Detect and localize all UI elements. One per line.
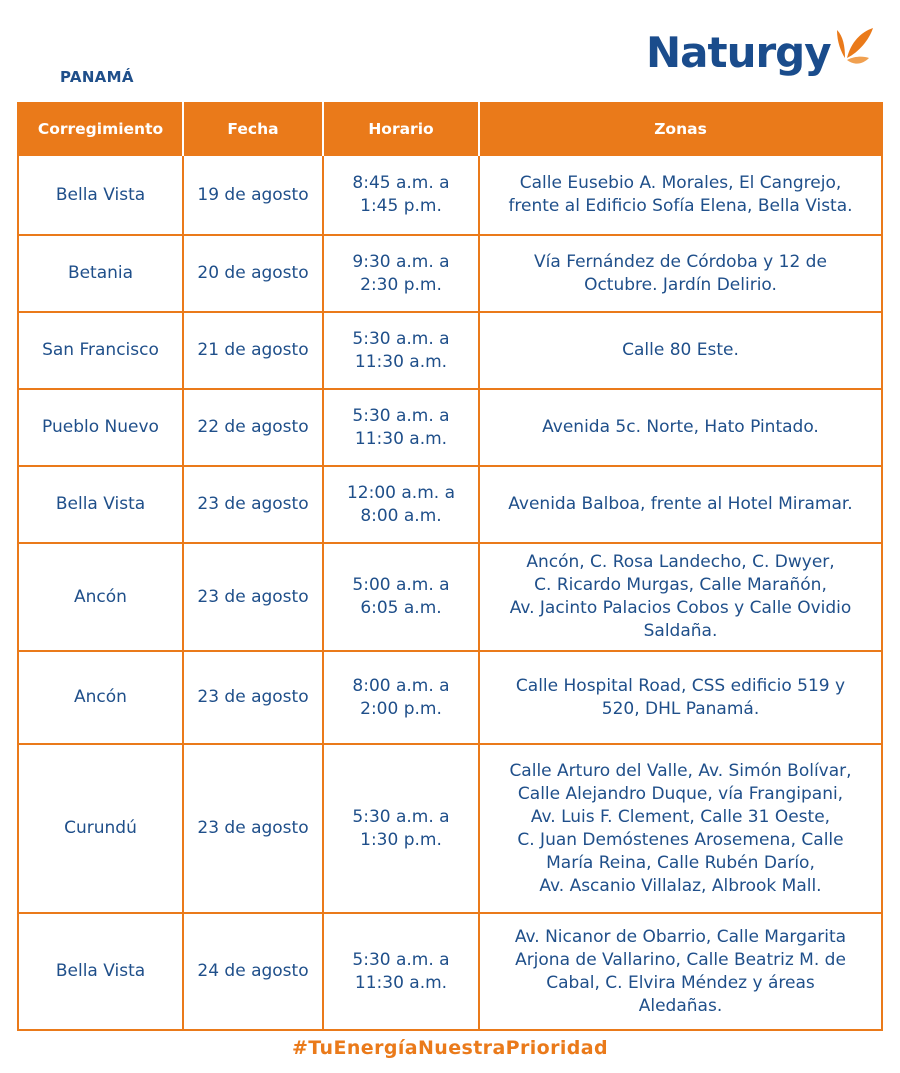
cell-horario — [323, 543, 479, 651]
cell-horario — [323, 155, 479, 235]
horario-line: 11:30 a.m. — [354, 972, 448, 993]
horario-line: 1:45 p.m. — [360, 196, 442, 216]
horario-line: 2:00 p.m. — [360, 698, 442, 719]
country-label: PANAMÁ — [60, 68, 134, 86]
table-row — [18, 312, 882, 389]
hashtag-footer: #TuEnergíaNuestraPrioridad — [291, 1037, 609, 1059]
cell-corregimiento: Bella Vista — [18, 155, 183, 235]
cell-corregimiento: Ancón — [18, 543, 183, 651]
zonas-line: Av. Jacinto Palacios Cobos y Calle Ovidio — [509, 598, 852, 618]
horario-line: 11:30 a.m. — [354, 351, 448, 372]
cell-horario — [323, 312, 479, 389]
cell-zonas — [479, 651, 882, 744]
horario-line: 5:30 a.m. a — [352, 405, 450, 426]
cell-corregimiento: Pueblo Nuevo — [18, 389, 183, 466]
naturgy-logo — [646, 22, 877, 86]
zonas-line: Calle Hospital Road, CSS edificio 519 y — [515, 675, 846, 696]
cell-zonas — [479, 389, 882, 466]
table-row — [18, 744, 882, 913]
cell-corregimiento: Bella Vista — [18, 466, 183, 543]
schedule-table — [17, 102, 883, 1031]
zonas-line: Av. Luis F. Clement, Calle 31 Oeste, — [530, 806, 831, 827]
zonas-line: Calle 80 Este. — [622, 340, 739, 360]
zonas-line: Calle Eusebio A. Morales, El Cangrejo, — [519, 173, 842, 193]
cell-fecha: 23 de agosto — [183, 466, 323, 543]
cell-horario — [323, 389, 479, 466]
zonas-line: Av. Nicanor de Obarrio, Calle Margarita — [514, 926, 847, 947]
zonas-line: Cabal, C. Elvira Méndez y áreas — [546, 972, 815, 993]
zonas-line: Arjona de Vallarino, Calle Beatriz M. de — [515, 949, 846, 970]
horario-line: 5:30 a.m. a — [352, 328, 450, 349]
horario-line: 5:00 a.m. a — [352, 575, 450, 595]
column-header-horario: Horario — [323, 103, 479, 155]
zonas-line: Calle Arturo del Valle, Av. Simón Bolívar, — [509, 760, 852, 781]
horario-line: 1:30 p.m. — [360, 829, 442, 850]
cell-horario — [323, 913, 479, 1030]
cell-fecha: 23 de agosto — [183, 744, 323, 913]
zonas-line: Saldaña. — [643, 621, 718, 641]
cell-zonas — [479, 312, 882, 389]
horario-line: 5:30 a.m. a — [352, 806, 450, 827]
column-header-zonas: Zonas — [479, 103, 882, 155]
zonas-line: Av. Ascanio Villalaz, Albrook Mall. — [539, 875, 822, 896]
cell-fecha: 19 de agosto — [183, 155, 323, 235]
cell-zonas — [479, 466, 882, 543]
zonas-line: Aledañas. — [638, 995, 723, 1016]
column-header-corregimiento: Corregimiento — [18, 103, 183, 155]
table-row — [18, 155, 882, 235]
cell-horario — [323, 466, 479, 543]
horario-line: 8:00 a.m. a — [352, 675, 450, 696]
cell-corregimiento: Betania — [18, 235, 183, 312]
zonas-line: 520, DHL Panamá. — [601, 698, 760, 719]
horario-line: 6:05 a.m. — [360, 598, 442, 618]
zonas-line: Avenida 5c. Norte, Hato Pintado. — [542, 417, 819, 437]
cell-corregimiento: San Francisco — [18, 312, 183, 389]
column-header-fecha: Fecha — [183, 103, 323, 155]
table-row — [18, 466, 882, 543]
cell-fecha: 21 de agosto — [183, 312, 323, 389]
cell-fecha: 23 de agosto — [183, 543, 323, 651]
cell-horario — [323, 744, 479, 913]
zonas-line: frente al Edificio Sofía Elena, Bella Vista. — [508, 196, 853, 216]
cell-horario — [323, 235, 479, 312]
cell-zonas — [479, 543, 882, 651]
zonas-line: Avenida Balboa, frente al Hotel Miramar. — [508, 494, 853, 514]
horario-line: 8:00 a.m. — [360, 505, 442, 526]
zonas-line: Ancón, C. Rosa Landecho, C. Dwyer, — [526, 552, 835, 572]
table-header-row — [18, 103, 882, 155]
zonas-line: C. Ricardo Murgas, Calle Marañón, — [534, 575, 827, 595]
cell-zonas — [479, 744, 882, 913]
zonas-line: María Reina, Calle Rubén Darío, — [546, 852, 815, 873]
cell-horario — [323, 651, 479, 744]
table-row — [18, 913, 882, 1030]
horario-line: 8:45 a.m. a — [352, 173, 450, 193]
brand-name: Naturgy — [646, 28, 831, 77]
horario-line: 2:30 p.m. — [360, 274, 442, 295]
cell-zonas — [479, 913, 882, 1030]
horario-line: 12:00 a.m. a — [346, 482, 455, 503]
table-row — [18, 235, 882, 312]
horario-line: 11:30 a.m. — [354, 428, 448, 449]
cell-corregimiento: Ancón — [18, 651, 183, 744]
cell-corregimiento: Bella Vista — [18, 913, 183, 1030]
cell-zonas — [479, 235, 882, 312]
horario-line: 5:30 a.m. a — [352, 949, 450, 970]
cell-zonas — [479, 155, 882, 235]
zonas-line: Octubre. Jardín Delirio. — [584, 274, 777, 295]
table-row — [18, 389, 882, 466]
cell-fecha: 23 de agosto — [183, 651, 323, 744]
zonas-line: Vía Fernández de Córdoba y 12 de — [534, 251, 827, 272]
cell-fecha: 20 de agosto — [183, 235, 323, 312]
butterfly-icon — [833, 22, 877, 70]
cell-fecha: 24 de agosto — [183, 913, 323, 1030]
table-row — [18, 543, 882, 651]
horario-line: 9:30 a.m. a — [352, 251, 450, 272]
cell-corregimiento: Curundú — [18, 744, 183, 913]
cell-fecha: 22 de agosto — [183, 389, 323, 466]
table-row — [18, 651, 882, 744]
zonas-line: Calle Alejandro Duque, vía Frangipani, — [517, 783, 844, 804]
zonas-line: C. Juan Demóstenes Arosemena, Calle — [517, 829, 844, 850]
